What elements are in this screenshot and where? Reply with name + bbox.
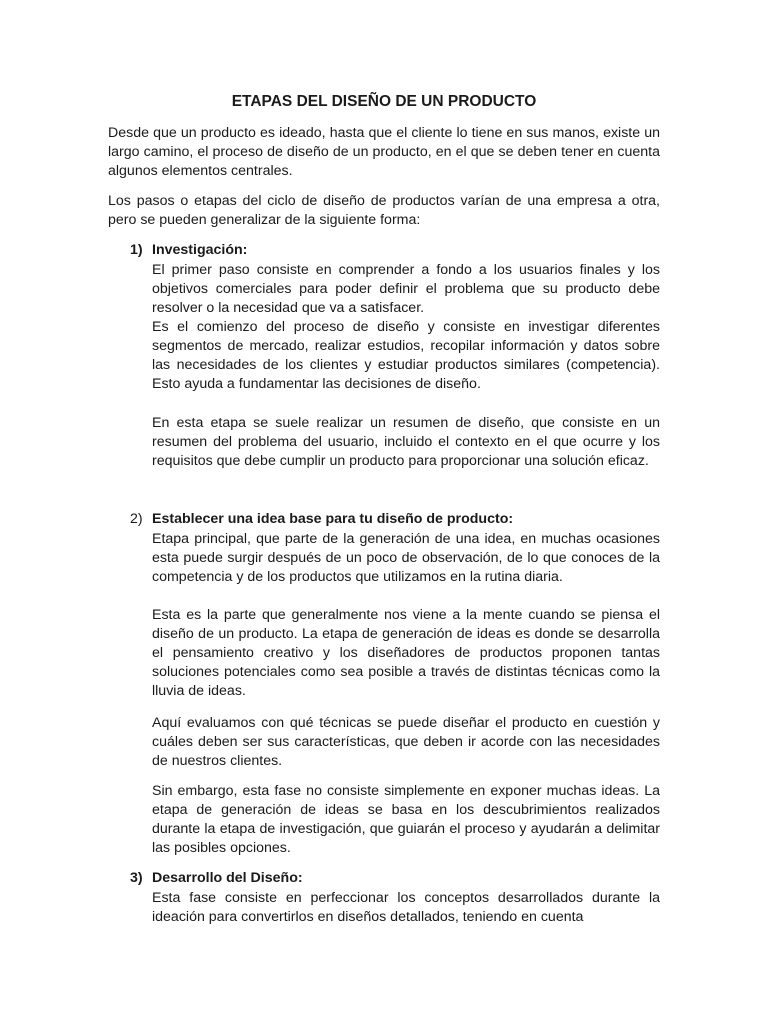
section-3-heading: Desarrollo del Diseño: [152, 870, 303, 886]
section-3-number: 3) [130, 870, 143, 886]
section-2-heading: Establecer una idea base para tu diseño de producto: [152, 511, 514, 527]
section-1-paragraph-1: El primer paso consiste en comprender a fondo a los usuarios finales y los objetivos comerciales para poder definir el problema que su producto debe resolver o la necesidad que va a satisfacer. [152, 262, 660, 316]
section-1-paragraph-2: Es el comienzo del proceso de diseño y consiste en investigar diferentes segmentos de mercado, realizar estudios, recopilar información y datos sobre las necesidades de los clientes y estudiar productos similares (competencia). Esto ayuda a fundamentar las decisiones de diseño. [152, 319, 660, 392]
section-1-paragraph-3: En esta etapa se suele realizar un resumen de diseño, que consiste en un resumen del problema del usuario, incluido el contexto en el que ocurre y los requisitos que debe cumplir un producto para proporcionar una solución eficaz. [152, 415, 660, 469]
section-2-paragraph-4: Sin embargo, esta fase no consiste simplemente en exponer muchas ideas. La etapa de generación de ideas se basa en los descubrimientos realizados durante la etapa de investigación, que guiarán el proceso y ayudarán a delimitar las posibles opciones. [152, 783, 660, 856]
intro-paragraph-2: Los pasos o etapas del ciclo de diseño de productos varían de una empresa a otra, pero se pueden generalizar de la siguiente forma: [108, 193, 660, 228]
section-2-paragraph-3: Aquí evaluamos con qué técnicas se puede diseñar el producto en cuestión y cuáles deben ser sus características, que deben ir acorde con las necesidades de nuestros clientes. [152, 715, 660, 769]
section-3-paragraph-1: Esta fase consiste en perfeccionar los conceptos desarrollados durante la ideación para convertirlos en diseños detallados, teniendo en cuenta [152, 890, 660, 925]
intro-paragraph-1: Desde que un producto es ideado, hasta que el cliente lo tiene en sus manos, existe un largo camino, el proceso de diseño de un producto, en el que se deben tener en cuenta algunos elementos centrales. [108, 125, 660, 179]
section-2-paragraph-2: Esta es la parte que generalmente nos viene a la mente cuando se piensa el diseño de un producto. La etapa de generación de ideas es donde se desarrolla el pensamiento creativo y los diseñadores de productos proponen tantas soluciones potenciales como sea posible a través de distintas técnicas como la lluvia de ideas. [152, 607, 660, 699]
section-1-heading: Investigación: [152, 242, 248, 258]
section-1-number: 1) [130, 242, 143, 258]
section-2-number: 2) [130, 511, 143, 527]
section-2-paragraph-1: Etapa principal, que parte de la generación de una idea, en muchas ocasiones esta puede surgir después de un poco de observación, de lo que conoces de la competencia y de los productos que utilizamos en la rutina diaria. [152, 531, 660, 585]
document-title: ETAPAS DEL DISEÑO DE UN PRODUCTO [231, 93, 537, 110]
